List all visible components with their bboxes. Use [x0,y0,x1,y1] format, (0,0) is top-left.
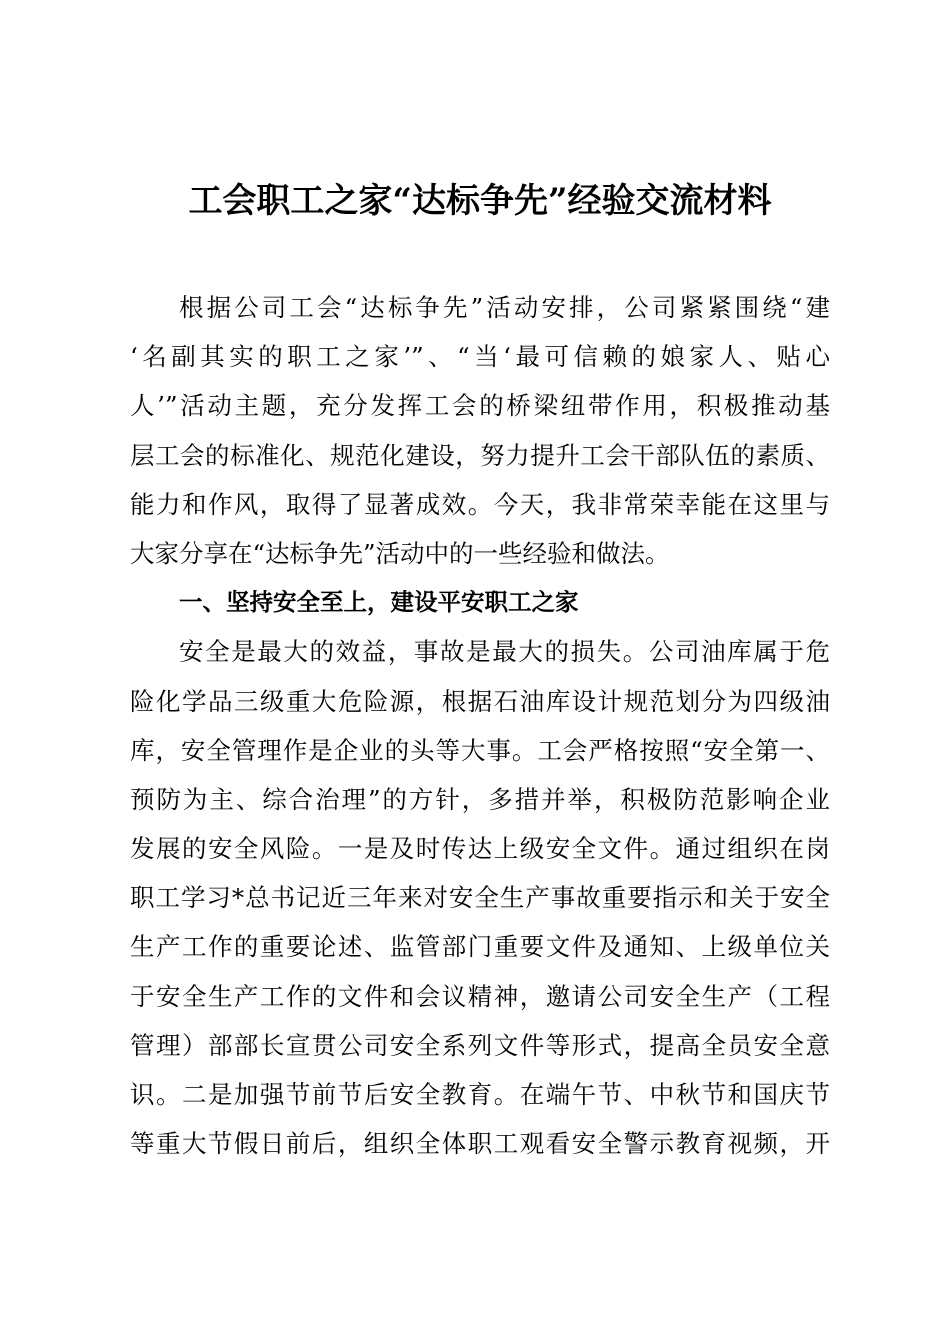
document-title: 工会职工之家“达标争先”经验交流材料 [188,181,772,221]
section-1-heading: 一、坚持安全至上，建设平安职工之家 [179,588,579,617]
section-1-line-9: 管理）部部长宣贯公司安全系列文件等形式，提高全员安全意 [130,1030,830,1060]
intro-line-4: 层工会的标准化、规范化建设，努力提升工会干部队伍的素质、 [130,440,830,470]
intro-line-5: 能力和作风，取得了显著成效。今天，我非常荣幸能在这里与 [130,489,830,519]
section-1-line-4: 预防为主、综合治理”的方针，多措并举，积极防范影响企业 [130,784,830,814]
section-1-line-1: 安全是最大的效益，事故是最大的损失。公司油库属于危 [179,637,830,667]
section-1-line-10: 识。二是加强节前节后安全教育。在端午节、中秋节和国庆节 [130,1080,830,1109]
document-body [130,283,830,1168]
intro-line-3: 人’”活动主题，充分发挥工会的桥梁纽带作用，积极推动基 [130,391,830,421]
section-1-line-8: 于安全生产工作的文件和会议精神，邀请公司安全生产（工程 [130,981,830,1011]
section-1-line-3: 库，安全管理作是企业的头等大事。工会严格按照“安全第一、 [130,735,830,765]
intro-line-2: ‘名副其实的职工之家’”、“当‘最可信赖的娘家人、贴心 [130,342,830,372]
intro-line-6: 大家分享在“达标争先”活动中的一些经验和做法。 [130,538,670,568]
section-1-line-7: 生产工作的重要论述、监管部门重要文件及通知、上级单位关 [130,932,830,962]
section-1-line-6: 职工学习*总书记近三年来对安全生产事故重要指示和关于安全 [130,883,830,913]
section-1-line-2: 险化学品三级重大危险源，根据石油库设计规范划分为四级油 [130,686,830,716]
section-1-line-11: 等重大节假日前后，组织全体职工观看安全警示教育视频，开 [130,1129,830,1159]
section-1-line-5: 发展的安全风险。一是及时传达上级安全文件。通过组织在岗 [130,834,830,864]
intro-line-1: 根据公司工会“达标争先”活动安排，公司紧紧围绕“建 [179,293,830,322]
